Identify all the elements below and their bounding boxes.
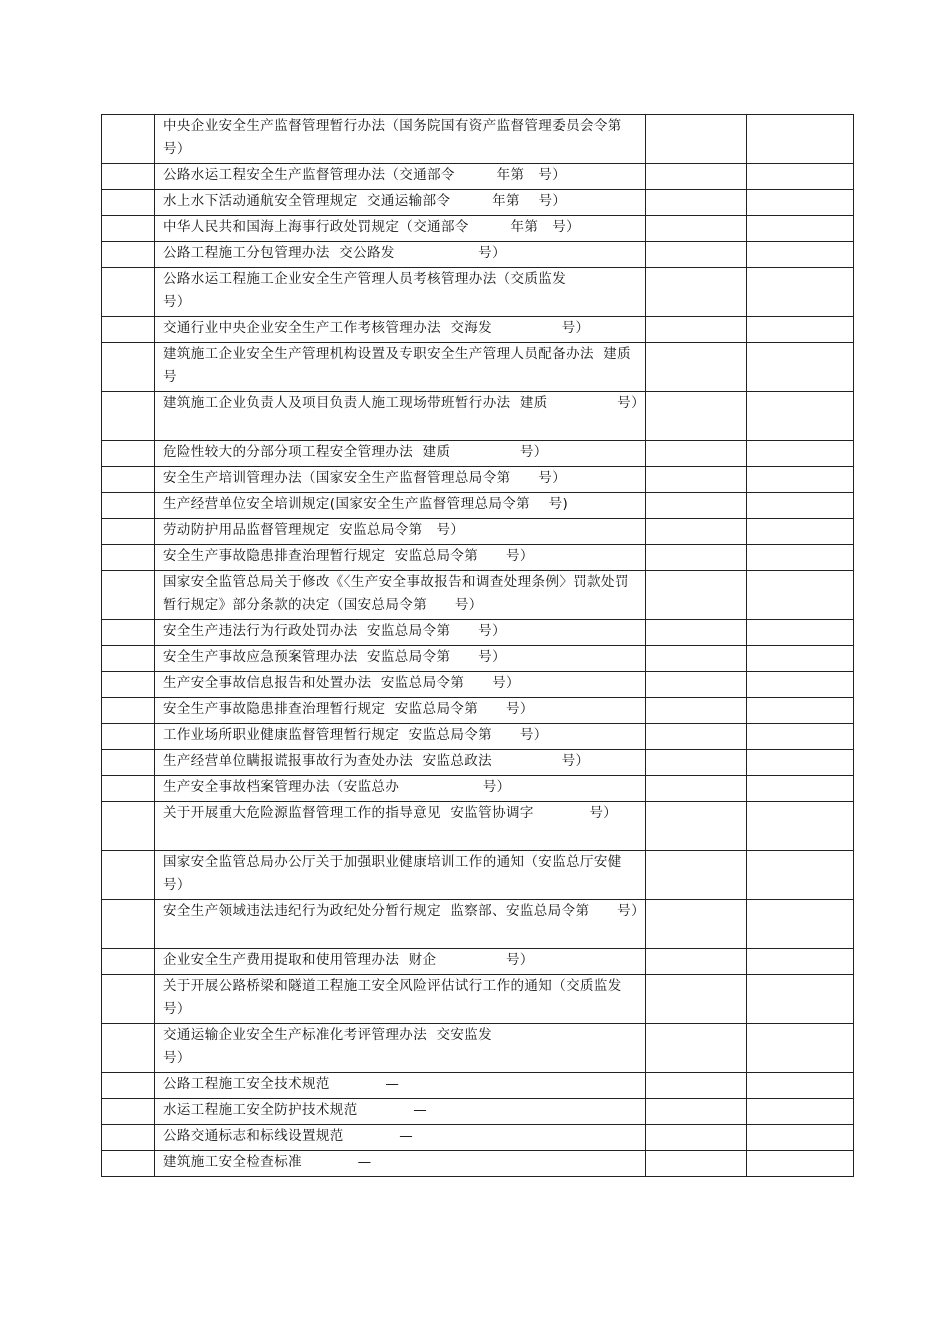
blank-cell — [646, 190, 747, 216]
blank-cell — [646, 620, 747, 646]
index-cell — [102, 519, 155, 545]
table-row — [102, 802, 854, 851]
blank-cell — [646, 268, 747, 317]
regulation-name-cell: 安全生产违法行为行政处罚办法 安监总局令第 号） — [155, 620, 646, 646]
table-row — [102, 1073, 854, 1099]
regulation-name-cell: 水运工程施工安全防护技术规范 — — [155, 1099, 646, 1125]
table-row — [102, 900, 854, 949]
index-cell — [102, 392, 155, 441]
regulation-name-cell: 公路工程施工安全技术规范 — — [155, 1073, 646, 1099]
blank-cell — [747, 1073, 854, 1099]
table-row — [102, 115, 854, 164]
index-cell — [102, 467, 155, 493]
table-row — [102, 545, 854, 571]
regulation-name-cell: 建筑施工企业安全生产管理机构设置及专职安全生产管理人员配备办法 建质 号 — [155, 343, 646, 392]
blank-cell — [747, 1099, 854, 1125]
blank-cell — [646, 949, 747, 975]
regulation-name-cell: 安全生产事故隐患排查治理暂行规定 安监总局令第 号） — [155, 545, 646, 571]
blank-cell — [747, 776, 854, 802]
table-row — [102, 164, 854, 190]
index-cell — [102, 493, 155, 519]
table-row — [102, 317, 854, 343]
index-cell — [102, 698, 155, 724]
blank-cell — [747, 646, 854, 672]
blank-cell — [646, 242, 747, 268]
index-cell — [102, 115, 155, 164]
regulation-name-cell: 交通运输企业安全生产标准化考评管理办法 交安监发 号） — [155, 1024, 646, 1073]
table-row — [102, 190, 854, 216]
blank-cell — [646, 317, 747, 343]
blank-cell — [646, 441, 747, 467]
blank-cell — [747, 545, 854, 571]
regulation-name-cell: 生产经营单位瞒报谎报事故行为查处办法 安监总政法 号） — [155, 750, 646, 776]
regulations-table — [101, 114, 854, 1177]
table-row — [102, 1024, 854, 1073]
blank-cell — [747, 724, 854, 750]
blank-cell — [646, 519, 747, 545]
blank-cell — [747, 115, 854, 164]
index-cell — [102, 1125, 155, 1151]
blank-cell — [646, 164, 747, 190]
table-row — [102, 242, 854, 268]
regulation-name-cell: 安全生产领域违法违纪行为政纪处分暂行规定 监察部、安监总局令第 号） — [155, 900, 646, 949]
blank-cell — [747, 268, 854, 317]
blank-cell — [646, 467, 747, 493]
table-row — [102, 724, 854, 750]
index-cell — [102, 216, 155, 242]
blank-cell — [646, 1073, 747, 1099]
table-row — [102, 949, 854, 975]
regulation-name-cell: 安全生产事故隐患排查治理暂行规定 安监总局令第 号） — [155, 698, 646, 724]
blank-cell — [747, 392, 854, 441]
regulation-name-cell: 企业安全生产费用提取和使用管理办法 财企 号） — [155, 949, 646, 975]
blank-cell — [646, 1099, 747, 1125]
regulation-name-cell: 生产安全事故档案管理办法（安监总办 号） — [155, 776, 646, 802]
table-row — [102, 216, 854, 242]
table-row — [102, 441, 854, 467]
index-cell — [102, 851, 155, 900]
blank-cell — [646, 724, 747, 750]
blank-cell — [747, 1125, 854, 1151]
table-row — [102, 467, 854, 493]
table-row — [102, 672, 854, 698]
blank-cell — [646, 1151, 747, 1177]
blank-cell — [747, 164, 854, 190]
blank-cell — [646, 571, 747, 620]
table-row — [102, 1151, 854, 1177]
blank-cell — [747, 343, 854, 392]
blank-cell — [646, 216, 747, 242]
regulation-name-cell: 国家安全监管总局关于修改《〈生产安全事故报告和调查处理条例〉罚款处罚暂行规定》部分条款的决定（国安总局令第 号） — [155, 571, 646, 620]
blank-cell — [747, 900, 854, 949]
index-cell — [102, 802, 155, 851]
index-cell — [102, 750, 155, 776]
index-cell — [102, 190, 155, 216]
regulation-name-cell: 建筑施工安全检查标准 — — [155, 1151, 646, 1177]
table-row — [102, 1099, 854, 1125]
blank-cell — [747, 493, 854, 519]
blank-cell — [747, 672, 854, 698]
regulation-name-cell: 公路交通标志和标线设置规范 — — [155, 1125, 646, 1151]
index-cell — [102, 620, 155, 646]
table-row — [102, 571, 854, 620]
index-cell — [102, 268, 155, 317]
regulation-name-cell: 水上水下活动通航安全管理规定 交通运输部令 年第 号） — [155, 190, 646, 216]
index-cell — [102, 441, 155, 467]
blank-cell — [747, 190, 854, 216]
table-row — [102, 519, 854, 545]
regulation-name-cell: 建筑施工企业负责人及项目负责人施工现场带班暂行办法 建质 号） — [155, 392, 646, 441]
blank-cell — [747, 1024, 854, 1073]
table-row — [102, 975, 854, 1024]
regulation-name-cell: 安全生产培训管理办法（国家安全生产监督管理总局令第 号） — [155, 467, 646, 493]
blank-cell — [747, 571, 854, 620]
blank-cell — [646, 900, 747, 949]
blank-cell — [747, 1151, 854, 1177]
table-row — [102, 493, 854, 519]
blank-cell — [646, 776, 747, 802]
regulations-table-body — [102, 115, 854, 1177]
regulation-name-cell: 关于开展公路桥梁和隧道工程施工安全风险评估试行工作的通知（交质监发 号） — [155, 975, 646, 1024]
blank-cell — [646, 672, 747, 698]
index-cell — [102, 571, 155, 620]
blank-cell — [747, 698, 854, 724]
table-row — [102, 698, 854, 724]
table-row — [102, 851, 854, 900]
table-row — [102, 343, 854, 392]
blank-cell — [747, 242, 854, 268]
regulation-name-cell: 安全生产事故应急预案管理办法 安监总局令第 号） — [155, 646, 646, 672]
index-cell — [102, 317, 155, 343]
regulation-name-cell: 中央企业安全生产监督管理暂行办法（国务院国有资产监督管理委员会令第 号） — [155, 115, 646, 164]
regulation-name-cell: 危险性较大的分部分项工程安全管理办法 建质 号） — [155, 441, 646, 467]
blank-cell — [747, 441, 854, 467]
regulation-name-cell: 公路水运工程施工企业安全生产管理人员考核管理办法（交质监发 号） — [155, 268, 646, 317]
blank-cell — [646, 750, 747, 776]
index-cell — [102, 900, 155, 949]
regulation-name-cell: 劳动防护用品监督管理规定 安监总局令第 号） — [155, 519, 646, 545]
index-cell — [102, 545, 155, 571]
table-row — [102, 1125, 854, 1151]
blank-cell — [747, 750, 854, 776]
index-cell — [102, 776, 155, 802]
table-row — [102, 392, 854, 441]
blank-cell — [646, 545, 747, 571]
index-cell — [102, 1024, 155, 1073]
blank-cell — [747, 949, 854, 975]
regulation-name-cell: 公路工程施工分包管理办法 交公路发 号） — [155, 242, 646, 268]
blank-cell — [747, 802, 854, 851]
blank-cell — [646, 698, 747, 724]
index-cell — [102, 1073, 155, 1099]
blank-cell — [646, 493, 747, 519]
blank-cell — [646, 646, 747, 672]
blank-cell — [747, 851, 854, 900]
blank-cell — [646, 115, 747, 164]
blank-cell — [747, 620, 854, 646]
regulation-name-cell: 国家安全监管总局办公厅关于加强职业健康培训工作的通知（安监总厅安健 号） — [155, 851, 646, 900]
regulation-name-cell: 工作业场所职业健康监督管理暂行规定 安监总局令第 号） — [155, 724, 646, 750]
index-cell — [102, 1099, 155, 1125]
blank-cell — [646, 802, 747, 851]
blank-cell — [747, 467, 854, 493]
blank-cell — [747, 519, 854, 545]
regulation-name-cell: 公路水运工程安全生产监督管理办法（交通部令 年第 号） — [155, 164, 646, 190]
regulation-name-cell: 生产经营单位安全培训规定(国家安全生产监督管理总局令第 号) — [155, 493, 646, 519]
blank-cell — [747, 975, 854, 1024]
index-cell — [102, 724, 155, 750]
regulation-name-cell: 关于开展重大危险源监督管理工作的指导意见 安监管协调字 号） — [155, 802, 646, 851]
blank-cell — [646, 1125, 747, 1151]
table-row — [102, 750, 854, 776]
table-row — [102, 268, 854, 317]
blank-cell — [646, 392, 747, 441]
table-row — [102, 776, 854, 802]
blank-cell — [747, 317, 854, 343]
blank-cell — [646, 1024, 747, 1073]
index-cell — [102, 949, 155, 975]
index-cell — [102, 242, 155, 268]
index-cell — [102, 1151, 155, 1177]
index-cell — [102, 164, 155, 190]
index-cell — [102, 343, 155, 392]
index-cell — [102, 646, 155, 672]
index-cell — [102, 975, 155, 1024]
table-row — [102, 620, 854, 646]
table-row — [102, 646, 854, 672]
regulation-name-cell: 交通行业中央企业安全生产工作考核管理办法 交海发 号） — [155, 317, 646, 343]
regulation-name-cell: 生产安全事故信息报告和处置办法 安监总局令第 号） — [155, 672, 646, 698]
index-cell — [102, 672, 155, 698]
blank-cell — [747, 216, 854, 242]
regulation-name-cell: 中华人民共和国海上海事行政处罚规定（交通部令 年第 号） — [155, 216, 646, 242]
